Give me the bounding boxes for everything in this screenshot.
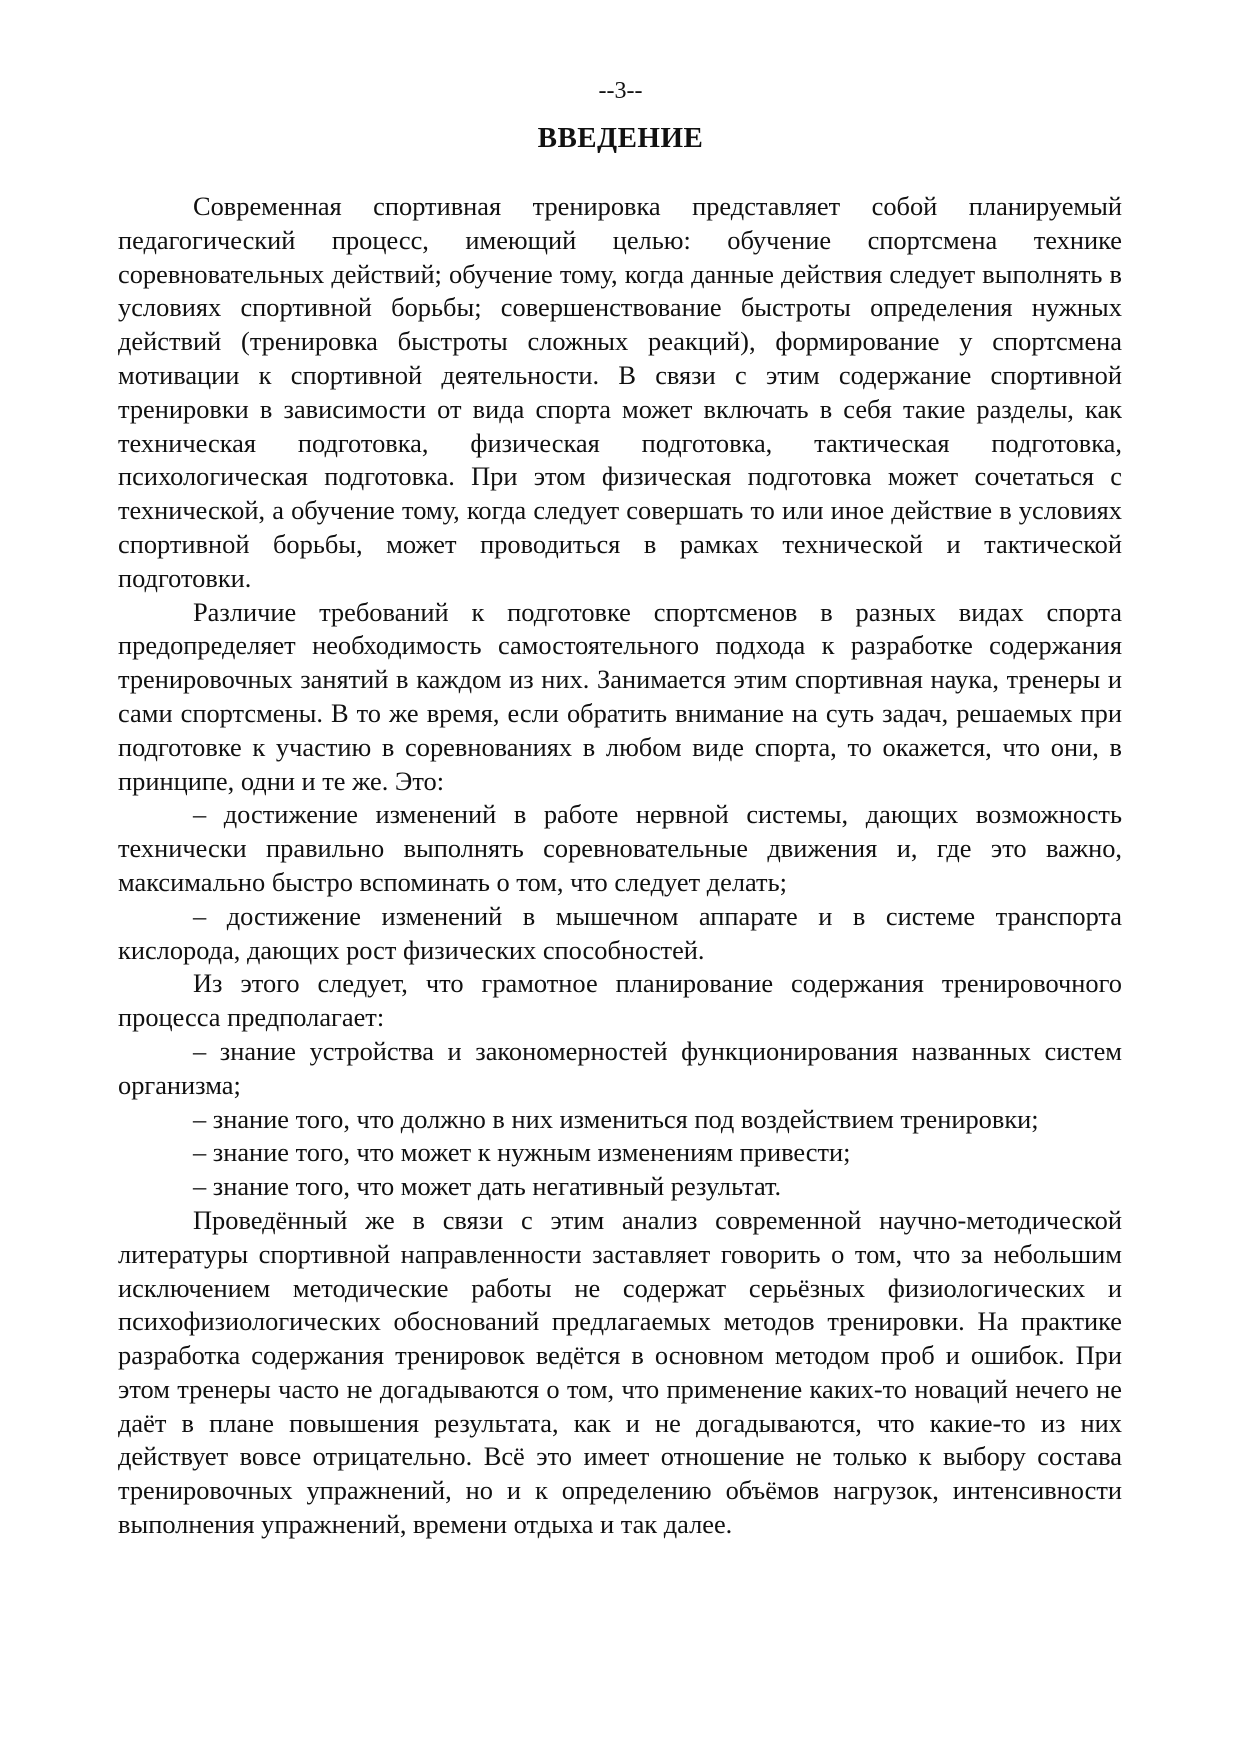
paragraph: Различие требований к подготовке спортсменов в разных видах спорта предопределяет необходимость самостоятельного подхода к разработке содержания тренировочных занятий в каждом из них. Занимается этим спортивная наука, тренеры и сами спортсмены. В то же время, если обратить внимание на суть задач, решаемых при подготовке к участию в соревнованиях в любом виде спорта, то окажется, что они, в принципе, одни и те же. Это: bbox=[118, 596, 1122, 796]
list-item: – знание того, что может дать негативный результат. bbox=[193, 1171, 782, 1202]
list-item: – знание того, что должно в них измениться под воздействием тренировки; bbox=[193, 1103, 1039, 1134]
list-item: – достижение изменений в работе нервной системы, дающих возможность технически правильно выполнять соревновательные движения и, где это важно, максимально быстро вспоминать о том, что следует делать; bbox=[118, 799, 1122, 897]
paragraph: Проведённый же в связи с этим анализ современной научно-методической литературы спортивной направленности заставляет говорить о том, что за небольшим исключением методические работы не содержат серьёзных физиологических и психофизиологических обоснований предлагаемых методов тренировки. На практике разработка содержания тренировок ведётся в основном методом проб и ошибок. При этом тренеры часто не догадываются о том, что применение каких-то новаций нечего не даёт в плане повышения результата, как и не догадываются, что какие-то из них действует вовсе отрицательно. Всё это имеет отношение не только к выбору состава тренировочных упражнений, но и к определению объёмов нагрузок, интенсивности выполнения упражнений, времени отдыха и так далее. bbox=[118, 1204, 1122, 1540]
body-text bbox=[118, 190, 1122, 1542]
list-item: – знание устройства и закономерностей функционирования названных систем организма; bbox=[118, 1035, 1122, 1100]
paragraph: Современная спортивная тренировка представляет собой планируемый педагогический процесс, имеющий целью: обучение спортсмена технике соревновательных действий; обучение тому, когда данные действия следует выполнять в условиях спортивной борьбы; совершенствование быстроты определения нужных действий (тренировка быстроты сложных реакций), формирование у спортсмена мотивации к спортивной деятельности. В связи с этим содержание спортивной тренировки в зависимости от вида спорта может включать в себя такие разделы, как техническая подготовка, физическая подготовка, тактическая подготовка, психологическая подготовка. При этом физическая подготовка может сочетаться с технической, а обучение тому, когда следует совершать то или иное действие в условиях спортивной борьбы, может проводиться в рамках технической и тактической подготовки. bbox=[118, 191, 1122, 593]
page-number: --3-- bbox=[598, 78, 643, 104]
list-item: – достижение изменений в мышечном аппарате и в системе транспорта кислорода, дающих рост физических способностей. bbox=[118, 900, 1122, 965]
page-title: ВВЕДЕНИЕ bbox=[537, 122, 704, 154]
paragraph: Из этого следует, что грамотное планирование содержания тренировочного процесса предполагает: bbox=[118, 968, 1122, 1033]
list-item: – знание того, что может к нужным изменениям привести; bbox=[193, 1137, 851, 1168]
